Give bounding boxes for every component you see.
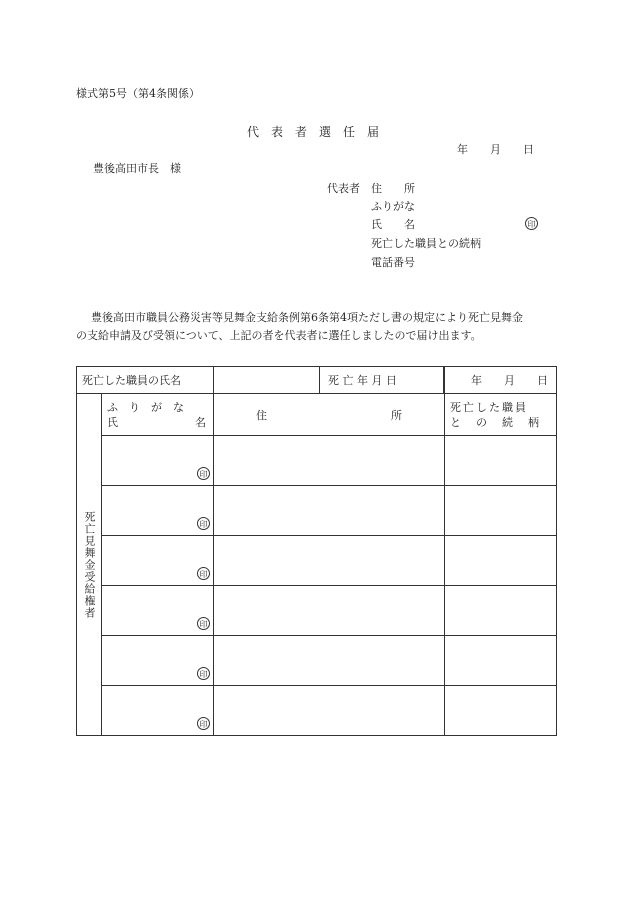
form-number: 様式第5号（第4条関係） [76, 87, 200, 100]
beneficiary-table [76, 366, 557, 736]
header-row [77, 367, 557, 394]
column-header-row [77, 394, 557, 436]
rep-seal-icon: 印 [525, 217, 538, 230]
relation-field[interactable] [445, 536, 557, 586]
seal-icon: 印 [197, 567, 210, 580]
date-line: 年 月 日 [457, 143, 534, 156]
relation-field[interactable] [445, 636, 557, 686]
deceased-name-and-date-cell [214, 367, 445, 394]
seal-icon: 印 [197, 667, 210, 680]
col-name-label: 氏 名 [107, 415, 206, 429]
address-field[interactable] [214, 686, 445, 736]
death-date-field[interactable] [445, 367, 557, 394]
address-field[interactable] [214, 486, 445, 536]
death-date-label-cell [320, 367, 444, 393]
name-field[interactable] [102, 586, 214, 636]
deceased-name-label-cell [77, 367, 214, 394]
col-address-label-2: 所 [391, 408, 402, 422]
name-field[interactable] [102, 636, 214, 686]
col-relation-label-1: 死亡した職員 [450, 400, 528, 414]
table-row [77, 436, 557, 486]
address-field[interactable] [214, 586, 445, 636]
seal-icon: 印 [197, 517, 210, 530]
seal-icon: 印 [197, 717, 210, 730]
name-field[interactable] [102, 536, 214, 586]
relation-field[interactable] [445, 486, 557, 536]
form-title: 代 表 者 選 任 届 [247, 125, 380, 139]
table-row [77, 486, 557, 536]
body-text-line2: の支給申請及び受領について、上記の者を代表者に選任しましたので届け出ます。 [76, 329, 482, 342]
col-furigana-label: ふ り が な [107, 400, 184, 414]
col-relation-label-2: と の 続 柄 [450, 415, 541, 429]
col-header-name [102, 394, 214, 436]
name-field[interactable] [102, 686, 214, 736]
col-header-relation [445, 394, 557, 436]
body-text-line1: 豊後高田市職員公務災害等見舞金支給条例第6条第4項ただし書の規定により死亡見舞金 [91, 311, 523, 324]
name-field[interactable] [102, 436, 214, 486]
table-row [77, 536, 557, 586]
addressee: 豊後高田市長 様 [93, 162, 181, 175]
representative-label: 代表者 [327, 182, 360, 195]
side-label-cell [77, 394, 102, 736]
side-label: 死亡見舞金受給権者 [83, 510, 96, 619]
rep-phone-label: 電話番号 [371, 256, 415, 269]
death-date-value: 年 月 日 [471, 374, 548, 387]
rep-address-label: 住 所 [371, 182, 415, 195]
address-field[interactable] [214, 436, 445, 486]
table-row [77, 586, 557, 636]
deceased-name-label: 死亡した職員の氏名 [82, 374, 181, 387]
rep-furigana-label: ふりがな [371, 200, 415, 213]
seal-icon: 印 [197, 617, 210, 630]
relation-field[interactable] [445, 586, 557, 636]
relation-field[interactable] [445, 436, 557, 486]
address-field[interactable] [214, 536, 445, 586]
deceased-name-field[interactable] [214, 367, 320, 393]
table-row [77, 686, 557, 736]
relation-field[interactable] [445, 686, 557, 736]
col-header-address [214, 394, 445, 436]
seal-icon: 印 [197, 467, 210, 480]
address-field[interactable] [214, 636, 445, 686]
death-date-label: 死 亡 年 月 日 [328, 374, 397, 387]
col-address-label-1: 住 [256, 408, 267, 422]
table-row [77, 636, 557, 686]
rep-name-label: 氏 名 [371, 218, 415, 231]
name-field[interactable] [102, 486, 214, 536]
rep-relation-label: 死亡した職員との続柄 [371, 237, 481, 250]
